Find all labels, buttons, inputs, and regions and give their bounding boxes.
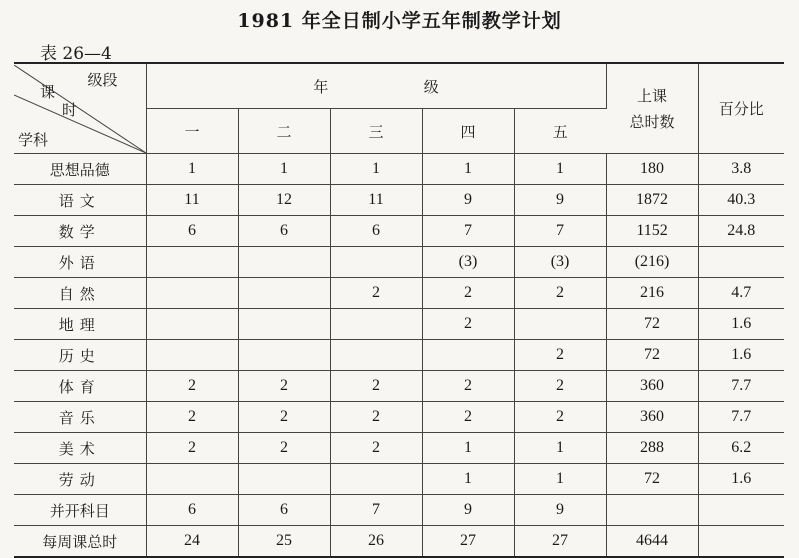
percent-cell: 6.2 <box>698 433 784 464</box>
subject-cell: 地理 <box>14 309 146 340</box>
corner-diagonal <box>14 65 146 153</box>
percent-cell: 1.6 <box>698 340 784 371</box>
subject-cell: 并开科目 <box>14 495 146 526</box>
grade-1-hours-cell: 2 <box>146 371 238 402</box>
corner-label-hours-a: 课 <box>40 82 56 101</box>
percent-cell <box>698 495 784 526</box>
table-row <box>14 185 784 216</box>
table-body <box>14 154 784 558</box>
grade-3-header: 三 <box>330 109 422 154</box>
grade-2-header: 二 <box>238 109 330 154</box>
grade-3-hours-cell <box>330 340 422 371</box>
percent-cell: 4.7 <box>698 278 784 309</box>
table-row <box>14 247 784 278</box>
grade-1-hours-cell: 2 <box>146 402 238 433</box>
grade-5-hours-cell: 1 <box>514 154 606 185</box>
grade-4-hours-cell: 1 <box>422 433 514 464</box>
grade-2-hours-cell: 12 <box>238 185 330 216</box>
grade-3-hours-cell: 2 <box>330 278 422 309</box>
corner-label-grade: 级段 <box>87 70 118 89</box>
subject-cell: 思想品德 <box>14 154 146 185</box>
grade-4-hours-cell: 7 <box>422 216 514 247</box>
table-row <box>14 526 784 558</box>
percent-cell: 40.3 <box>698 185 784 216</box>
grade-2-hours-cell: 2 <box>238 402 330 433</box>
total-hours-cell: 216 <box>606 278 698 309</box>
percent-cell <box>698 526 784 558</box>
table-row <box>14 433 784 464</box>
page-title: 1981 年全日制小学五年制教学计划 <box>237 10 562 32</box>
grade-1-hours-cell: 11 <box>146 185 238 216</box>
subject-cell: 体育 <box>14 371 146 402</box>
total-hours-cell: 72 <box>606 309 698 340</box>
total-hours-cell: 1152 <box>606 216 698 247</box>
table-row <box>14 402 784 433</box>
grade-1-hours-cell: 1 <box>146 154 238 185</box>
grade-5-hours-cell: (3) <box>514 247 606 278</box>
subject-cell: 自然 <box>14 278 146 309</box>
grade-1-hours-cell <box>146 464 238 495</box>
grade-5-hours-cell: 1 <box>514 464 606 495</box>
grade-5-hours-cell: 2 <box>514 402 606 433</box>
grade-5-hours-cell: 27 <box>514 526 606 558</box>
total-hours-cell: 72 <box>606 464 698 495</box>
subject-cell: 历史 <box>14 340 146 371</box>
grade-1-hours-cell: 6 <box>146 495 238 526</box>
percent-cell: 1.6 <box>698 309 784 340</box>
grade-3-hours-cell: 2 <box>330 402 422 433</box>
grade-3-hours-cell <box>330 309 422 340</box>
grade-2-hours-cell: 25 <box>238 526 330 558</box>
grade-5-hours-cell: 2 <box>514 371 606 402</box>
grade-4-hours-cell: (3) <box>422 247 514 278</box>
table-row <box>14 154 784 185</box>
grade-2-hours-cell <box>238 309 330 340</box>
corner-label-subject: 学科 <box>18 130 49 149</box>
subject-cell: 外语 <box>14 247 146 278</box>
total-hours-cell <box>606 495 698 526</box>
percent-cell: 24.8 <box>698 216 784 247</box>
percent-cell: 7.7 <box>698 402 784 433</box>
grade-2-hours-cell <box>238 464 330 495</box>
percent-cell: 3.8 <box>698 154 784 185</box>
grade-1-hours-cell: 24 <box>146 526 238 558</box>
grade-1-hours-cell <box>146 278 238 309</box>
grade-1-hours-cell: 2 <box>146 433 238 464</box>
grade-3-hours-cell: 2 <box>330 433 422 464</box>
total-hours-cell: 288 <box>606 433 698 464</box>
total-hours-cell: 72 <box>606 340 698 371</box>
grade-4-hours-cell: 9 <box>422 495 514 526</box>
percent-cell <box>698 247 784 278</box>
grade-2-hours-cell: 6 <box>238 495 330 526</box>
grade-1-header: 一 <box>146 109 238 154</box>
grade-4-hours-cell: 9 <box>422 185 514 216</box>
grade-4-header: 四 <box>422 109 514 154</box>
table-row <box>14 495 784 526</box>
header-corner-cell <box>14 63 146 154</box>
grade-group-header: 年 级 <box>146 63 606 109</box>
grade-3-hours-cell: 1 <box>330 154 422 185</box>
grade-3-hours-cell: 6 <box>330 216 422 247</box>
total-hours-cell: 4644 <box>606 526 698 558</box>
grade-4-hours-cell: 2 <box>422 309 514 340</box>
grade-5-hours-cell: 9 <box>514 495 606 526</box>
grade-3-hours-cell: 26 <box>330 526 422 558</box>
table-row <box>14 278 784 309</box>
subject-cell: 数学 <box>14 216 146 247</box>
grade-5-hours-cell <box>514 309 606 340</box>
subject-cell: 每周课总时 <box>14 526 146 558</box>
subject-cell: 劳动 <box>14 464 146 495</box>
table-row <box>14 309 784 340</box>
grade-1-hours-cell: 6 <box>146 216 238 247</box>
grade-2-hours-cell <box>238 247 330 278</box>
grade-5-hours-cell: 1 <box>514 433 606 464</box>
grade-4-hours-cell: 1 <box>422 154 514 185</box>
percent-cell: 1.6 <box>698 464 784 495</box>
total-hours-cell: 360 <box>606 402 698 433</box>
grade-5-hours-cell: 2 <box>514 278 606 309</box>
total-hours-header: 上课 总时数 <box>606 63 698 154</box>
grade-2-hours-cell: 1 <box>238 154 330 185</box>
table-row <box>14 216 784 247</box>
subject-cell: 音乐 <box>14 402 146 433</box>
grade-3-hours-cell: 7 <box>330 495 422 526</box>
table-row <box>14 371 784 402</box>
table-row <box>14 464 784 495</box>
total-hours-cell: 180 <box>606 154 698 185</box>
grade-2-hours-cell <box>238 340 330 371</box>
total-hours-cell: (216) <box>606 247 698 278</box>
grade-4-hours-cell: 2 <box>422 371 514 402</box>
percent-header: 百分比 <box>698 63 784 154</box>
grade-2-hours-cell <box>238 278 330 309</box>
total-hours-cell: 360 <box>606 371 698 402</box>
grade-4-hours-cell: 1 <box>422 464 514 495</box>
grade-4-hours-cell <box>422 340 514 371</box>
grade-5-header: 五 <box>514 109 606 154</box>
grade-2-hours-cell: 2 <box>238 433 330 464</box>
grade-2-hours-cell: 6 <box>238 216 330 247</box>
grade-3-hours-cell <box>330 464 422 495</box>
curriculum-table-container <box>14 62 784 558</box>
grade-3-hours-cell <box>330 247 422 278</box>
corner-label-hours-b: 时 <box>62 100 78 119</box>
grade-4-hours-cell: 2 <box>422 402 514 433</box>
total-hours-cell: 1872 <box>606 185 698 216</box>
subject-cell: 美术 <box>14 433 146 464</box>
table-row <box>14 340 784 371</box>
grade-1-hours-cell <box>146 340 238 371</box>
grade-1-hours-cell <box>146 247 238 278</box>
grade-3-hours-cell: 11 <box>330 185 422 216</box>
table-number: 表 26—4 <box>40 44 112 64</box>
grade-4-hours-cell: 27 <box>422 526 514 558</box>
grade-3-hours-cell: 2 <box>330 371 422 402</box>
grade-5-hours-cell: 2 <box>514 340 606 371</box>
curriculum-table <box>14 62 784 558</box>
subject-cell: 语文 <box>14 185 146 216</box>
grade-2-hours-cell: 2 <box>238 371 330 402</box>
grade-1-hours-cell <box>146 309 238 340</box>
grade-4-hours-cell: 2 <box>422 278 514 309</box>
percent-cell: 7.7 <box>698 371 784 402</box>
grade-5-hours-cell: 7 <box>514 216 606 247</box>
grade-5-hours-cell: 9 <box>514 185 606 216</box>
